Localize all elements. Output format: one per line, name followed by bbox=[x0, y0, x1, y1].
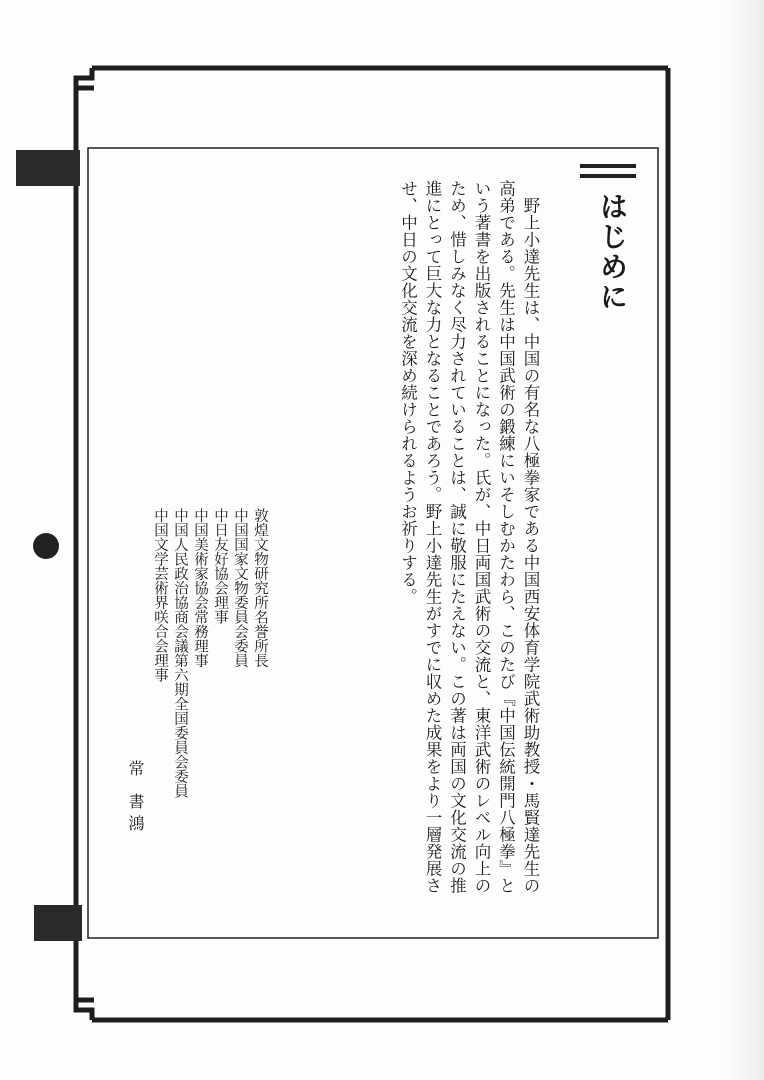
credit-role: 中国国家文物委員会委員 bbox=[232, 508, 248, 668]
author-credits bbox=[150, 508, 270, 928]
page-title: はじめに bbox=[596, 192, 629, 312]
credit-role: 中国文学芸術界咲合会理事 bbox=[152, 508, 168, 682]
preface-paragraph: 野上小達先生は、中国の有名な八極拳家である中国西安体育学院武術助教授・馬賢達先生の高弟である。先生は中国武術の鍛練にいそしむかたわら、このたび『中国伝統開門八極拳』という著書を出版されることになった。氏が、中日両国武術の交流と、東洋武術のレベル向上のため、惜しみなく尽力されていることは、誠に敬服にたえない。この著は両国の文化交流の推進にとって巨大な力となることであろう。野上小達先生がすでに収めた成果をより一層発展させ、中日の文化交流を深め続けられるようお祈りする。 bbox=[398, 180, 540, 894]
credit-role: 中日友好協会理事 bbox=[212, 508, 228, 624]
author-name: 常 書鴻 bbox=[126, 760, 145, 838]
credit-role: 中国人民政治協商会議第六期全国委員会委員 bbox=[172, 508, 188, 798]
preface-body bbox=[302, 180, 542, 900]
title-decoration bbox=[580, 160, 640, 186]
credit-role: 中国美術家協会常務理事 bbox=[192, 508, 208, 668]
credit-role: 敦煌文物研究所名誉所長 bbox=[252, 508, 268, 668]
